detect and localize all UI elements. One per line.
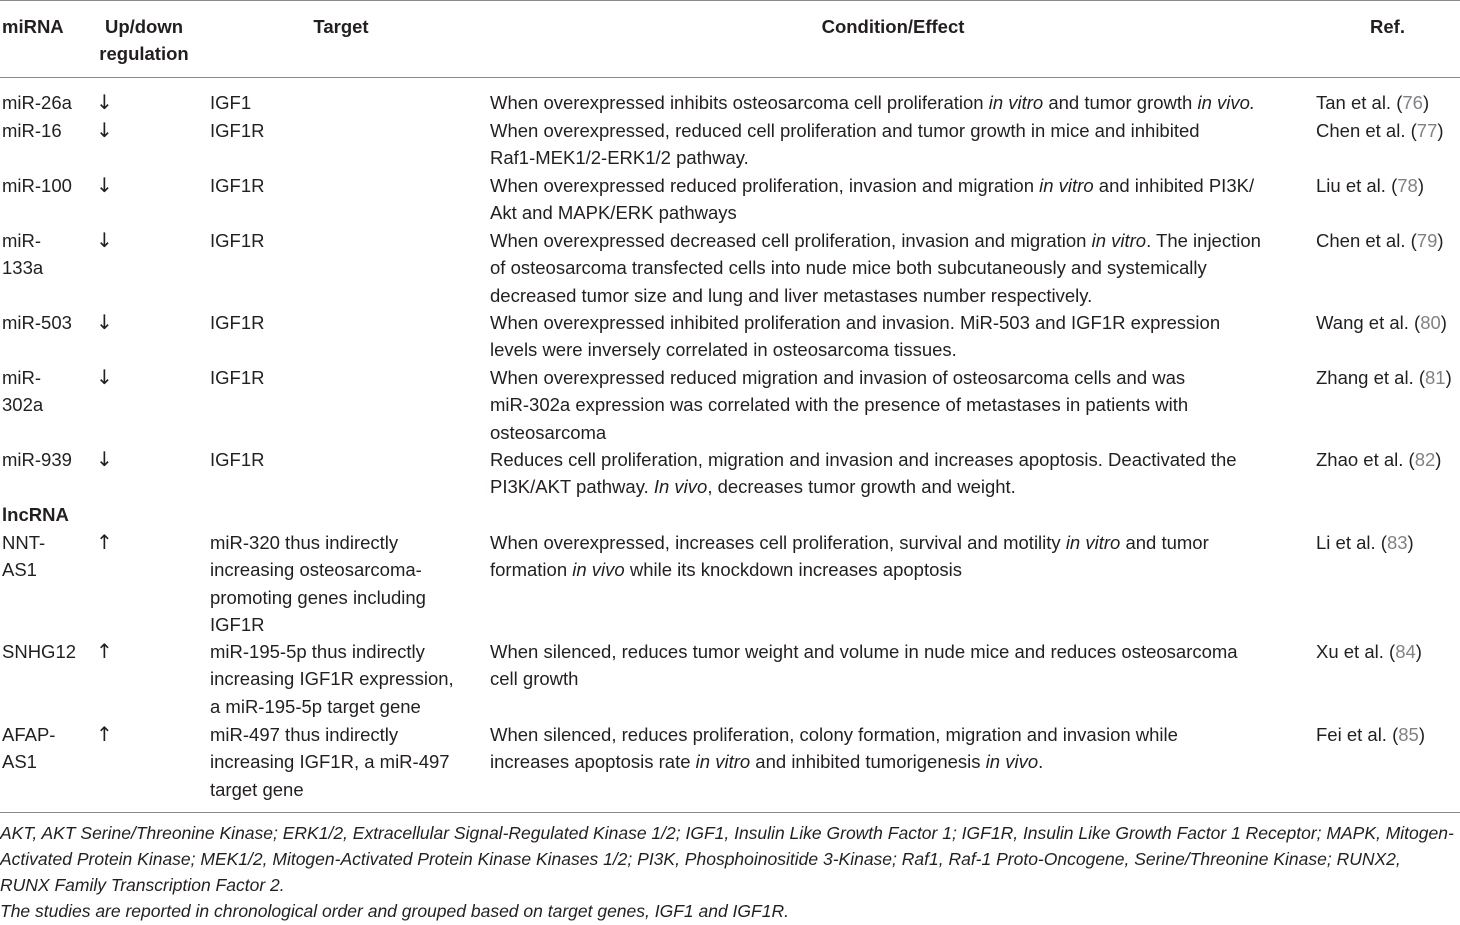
target-gene: increasing IGF1R, a miR-497 <box>210 751 450 773</box>
up-arrow-icon: ↑ <box>96 639 113 663</box>
mirna-name: miR- <box>2 230 42 251</box>
condition-effect-line <box>490 721 1178 748</box>
condition-text: When overexpressed decreased cell proliferation, invasion and migration <box>490 230 1092 251</box>
footnote-abbreviations-line3: RUNX Family Transcription Factor 2. <box>0 875 285 895</box>
reference-close: ) <box>1437 120 1444 141</box>
reference-cell <box>1316 721 1425 748</box>
reference-link[interactable]: 80 <box>1420 312 1441 333</box>
reference-close: ) <box>1437 230 1444 251</box>
header-ref: Ref. <box>1370 16 1405 37</box>
target-gene: miR-195-5p thus indirectly <box>210 641 425 662</box>
reference-close: ) <box>1440 312 1447 333</box>
up-arrow-icon: ↑ <box>96 530 113 554</box>
mirna-name: miR-939 <box>2 449 72 470</box>
condition-effect-line <box>490 309 1220 336</box>
condition-text: When overexpressed reduced migration and invasion of osteosarcoma cells and was <box>490 367 1186 388</box>
reference-link[interactable]: 79 <box>1416 230 1438 251</box>
italic-term: in vitro <box>988 92 1044 113</box>
condition-text: levels were inversely correlated in osteosarcoma tissues. <box>490 339 957 361</box>
condition-text: , decreases tumor growth and weight. <box>707 476 1016 498</box>
condition-effect-line <box>490 254 1207 281</box>
header-target: Target <box>313 16 369 37</box>
reference-cell <box>1316 638 1422 665</box>
condition-text: . <box>1038 751 1044 773</box>
condition-effect-line <box>490 748 1043 775</box>
target-gene: increasing IGF1R expression, <box>210 668 454 690</box>
italic-term: in vitro <box>695 751 751 773</box>
mirna-name: 302a <box>2 394 44 416</box>
condition-effect-line <box>490 665 578 692</box>
condition-text: When overexpressed inhibits osteosarcoma cell proliferation <box>490 92 989 113</box>
header-regulation-line1: Up/down <box>104 16 184 37</box>
reference-author: Li et al. ( <box>1316 532 1387 553</box>
target-gene: IGF1R <box>210 613 265 635</box>
condition-effect-line <box>490 391 1188 418</box>
condition-text: When overexpressed, reduced cell proliferation and tumor growth in mice and inhibited <box>490 120 1200 141</box>
mirna-name: miR-26a <box>2 92 72 113</box>
reference-cell <box>1316 364 1452 391</box>
condition-effect-line <box>490 529 1209 556</box>
reference-link[interactable]: 82 <box>1414 449 1436 470</box>
condition-effect-line <box>490 419 606 446</box>
reference-cell <box>1316 227 1444 254</box>
reference-link[interactable]: 77 <box>1416 120 1438 141</box>
reference-close: ) <box>1422 92 1430 113</box>
reference-close: ) <box>1418 724 1425 745</box>
condition-effect-line <box>490 638 1238 665</box>
reference-link[interactable]: 85 <box>1398 724 1419 745</box>
mirna-name: miR-16 <box>2 120 62 141</box>
down-arrow-icon: ↓ <box>96 228 113 252</box>
condition-text: When overexpressed reduced proliferation, invasion and migration <box>490 175 1040 196</box>
target-gene: IGF1 <box>210 92 252 113</box>
condition-text: When overexpressed inhibited proliferation and invasion. MiR-503 and IGF1R expression <box>490 312 1221 333</box>
reference-author: Liu et al. ( <box>1316 175 1398 196</box>
italic-term: in vivo <box>985 751 1039 773</box>
italic-term: In vivo <box>653 476 708 498</box>
condition-effect-line <box>490 556 962 583</box>
condition-effect-line <box>490 282 1092 309</box>
condition-text: and inhibited tumorigenesis <box>750 751 986 773</box>
reference-author: Wang et al. ( <box>1316 312 1421 333</box>
reference-author: Zhao et al. ( <box>1316 449 1415 470</box>
target-gene: promoting genes including <box>210 586 426 608</box>
section-label-lncrna: lncRNA <box>2 504 69 525</box>
italic-term: in vivo <box>572 559 625 581</box>
reference-author: Fei et al. ( <box>1316 724 1399 745</box>
condition-text: When silenced, reduces tumor weight and volume in nude mice and reduces osteosarcoma <box>490 641 1238 662</box>
reference-close: ) <box>1407 532 1414 553</box>
target-gene: IGF1R <box>210 312 265 333</box>
footnote-order-note: The studies are reported in chronological order and grouped based on target genes, IGF1 and IGF1R. <box>0 901 789 921</box>
condition-text: When silenced, reduces proliferation, colony formation, migration and invasion while <box>490 724 1178 745</box>
condition-text: and inhibited PI3K/ <box>1093 175 1255 196</box>
condition-effect-line <box>490 199 737 226</box>
down-arrow-icon: ↓ <box>96 90 113 114</box>
condition-text: and tumor <box>1120 532 1209 553</box>
reference-cell <box>1316 529 1414 556</box>
down-arrow-icon: ↓ <box>96 447 113 471</box>
mirna-name: NNT- <box>2 532 46 553</box>
reference-cell <box>1316 172 1424 199</box>
down-arrow-icon: ↓ <box>96 365 113 389</box>
target-gene: IGF1R <box>210 449 265 470</box>
condition-effect-line <box>490 446 1237 473</box>
target-gene: IGF1R <box>210 367 265 388</box>
condition-text: decreased tumor size and lung and liver metastases number respectively. <box>490 284 1093 306</box>
condition-effect-line <box>490 473 1016 500</box>
down-arrow-icon: ↓ <box>96 173 113 197</box>
header-mirna: miRNA <box>2 16 64 37</box>
header-condition-effect: Condition/Effect <box>821 16 965 37</box>
condition-text: Akt and MAPK/ERK pathways <box>490 202 737 224</box>
italic-term: in vitro <box>1039 175 1094 196</box>
target-gene: IGF1R <box>210 230 265 251</box>
reference-close: ) <box>1417 175 1424 196</box>
italic-term: in vivo. <box>1197 92 1256 113</box>
mirna-name: AS1 <box>2 559 37 581</box>
condition-text: When overexpressed, increases cell proliferation, survival and motility <box>490 532 1066 553</box>
reference-link[interactable]: 83 <box>1386 532 1408 553</box>
condition-text: PI3K/AKT pathway. <box>490 476 654 498</box>
italic-term: in vitro <box>1091 230 1147 251</box>
condition-text: Raf1-MEK1/2-ERK1/2 pathway. <box>490 147 749 169</box>
target-gene: miR-320 thus indirectly <box>210 532 399 553</box>
condition-effect-line <box>490 172 1254 199</box>
condition-text: miR-302a expression was correlated with the presence of metastases in patients with <box>490 394 1189 416</box>
condition-effect-line <box>490 117 1200 144</box>
target-gene: increasing osteosarcoma- <box>210 559 422 581</box>
mirna-name: miR-503 <box>2 312 72 333</box>
mirna-name: AS1 <box>2 751 37 773</box>
header-regulation-line2: regulation <box>99 43 189 64</box>
reference-author: Chen et al. ( <box>1316 230 1417 251</box>
target-gene: IGF1R <box>210 175 265 196</box>
reference-author: Chen et al. ( <box>1316 120 1417 141</box>
condition-text: and tumor growth <box>1043 92 1198 113</box>
reference-cell <box>1316 309 1447 336</box>
table-top-rule <box>0 0 1460 1</box>
reference-link[interactable]: 84 <box>1395 641 1416 662</box>
up-arrow-icon: ↑ <box>96 722 113 746</box>
down-arrow-icon: ↓ <box>96 118 113 142</box>
reference-close: ) <box>1435 449 1442 470</box>
condition-text: Reduces cell proliferation, migration and invasion and increases apoptosis. Deactivated the <box>490 449 1237 470</box>
target-gene: target gene <box>210 778 304 800</box>
table-bottom-rule <box>0 812 1460 813</box>
target-gene: IGF1R <box>210 120 265 141</box>
mirna-name: miR-100 <box>2 175 72 196</box>
condition-text: cell growth <box>490 668 579 690</box>
reference-author: Xu et al. ( <box>1316 641 1396 662</box>
condition-text: formation <box>490 559 573 581</box>
mirna-name: AFAP- <box>2 724 56 745</box>
condition-text: while its knockdown increases apoptosis <box>624 559 963 581</box>
condition-text: of osteosarcoma transfected cells into nude mice both subcutaneously and systemically <box>490 257 1207 279</box>
condition-effect-line <box>490 89 1255 116</box>
reference-author: Tan et al. ( <box>1316 92 1403 113</box>
condition-text: osteosarcoma <box>490 421 607 443</box>
reference-cell <box>1316 89 1429 116</box>
condition-effect-line <box>490 336 957 363</box>
italic-term: in vitro <box>1065 532 1121 553</box>
mirna-name: SNHG12 <box>2 641 77 662</box>
footnote-abbreviations-line2: Activated Protein Kinase; MEK1/2, Mitogen-Activated Protein Kinase Kinases 1/2; PI3K, Phosphoinositide 3-Kinase; Raf1, Raf-1 Proto-Oncogene, Serine/Threonine Kinase; RUNX2, <box>0 849 1401 869</box>
condition-effect-line <box>490 364 1185 391</box>
reference-link[interactable]: 76 <box>1402 92 1423 113</box>
header-rule <box>0 77 1460 78</box>
reference-close: ) <box>1445 367 1452 388</box>
down-arrow-icon: ↓ <box>96 310 113 334</box>
condition-text: . The injection <box>1146 230 1261 251</box>
reference-cell <box>1316 446 1441 473</box>
target-gene: a miR-195-5p target gene <box>210 695 421 717</box>
reference-author: Zhang et al. ( <box>1316 367 1426 388</box>
footnote-abbreviations-line1: AKT, AKT Serine/Threonine Kinase; ERK1/2, Extracellular Signal-Regulated Kinase 1/2; IGF1, Insulin Like Growth Factor 1; IGF1R, Insulin Like Growth Factor 1 Receptor; MAPK, Mitogen- <box>0 823 1454 843</box>
condition-effect-line <box>490 227 1261 254</box>
reference-link[interactable]: 81 <box>1425 367 1446 388</box>
mirna-name: 133a <box>2 257 44 279</box>
target-gene: miR-497 thus indirectly <box>210 724 399 745</box>
mirna-name: miR- <box>2 367 42 388</box>
reference-link[interactable]: 78 <box>1397 175 1418 196</box>
condition-text: increases apoptosis rate <box>490 751 696 773</box>
reference-cell <box>1316 117 1444 144</box>
condition-effect-line <box>490 144 749 171</box>
reference-close: ) <box>1415 641 1422 662</box>
